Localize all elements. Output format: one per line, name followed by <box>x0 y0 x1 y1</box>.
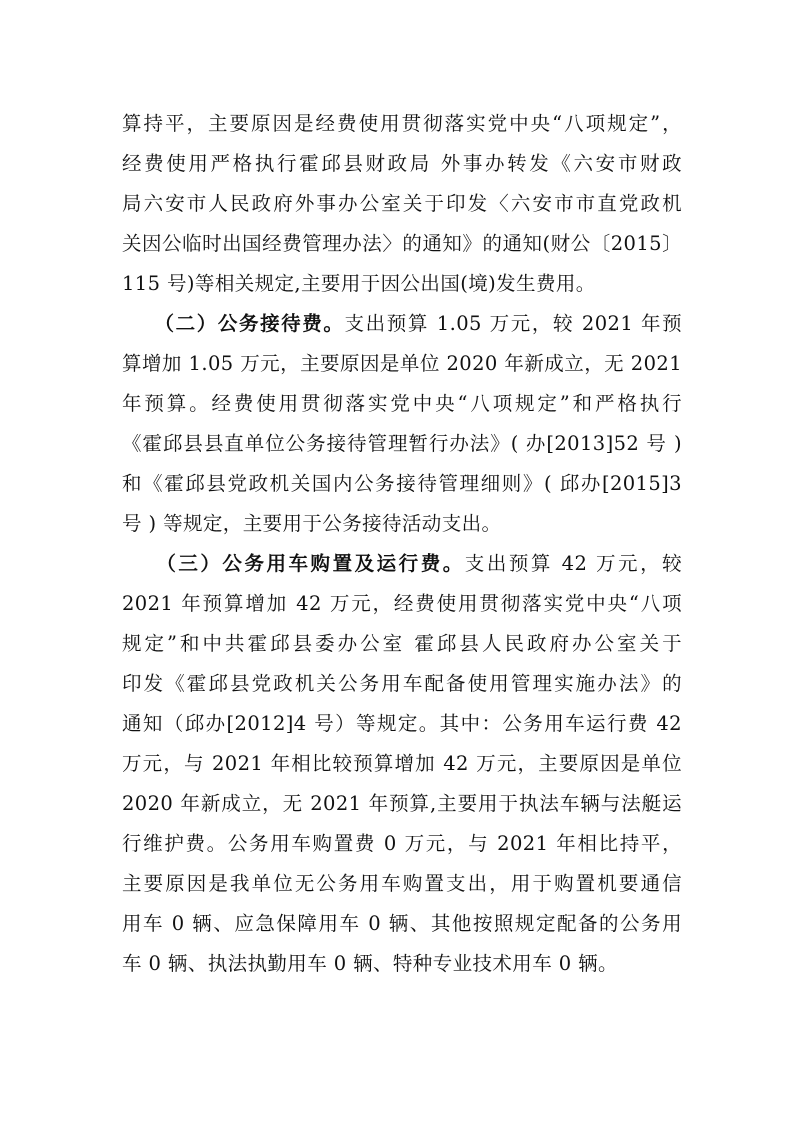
section-heading-reception: （二）公务接待费。 <box>164 312 345 335</box>
text-fragment: 支出预算 42 万元，较 <box>464 552 682 575</box>
text-fragment: 支出预算 1.05 万元，较 2021 年预 <box>344 312 682 335</box>
text-line: 主要原因是我单位无公务用车购置支出，用于购置机要通信 <box>122 872 682 895</box>
paragraph-official-vehicles <box>122 544 682 984</box>
text-line: 2021 年预算增加 42 万元，经费使用贯彻落实党中央“八项 <box>122 592 682 615</box>
text-line: 号 ) 等规定，主要用于公务接待活动支出。 <box>122 512 502 535</box>
text-line-first <box>122 544 682 584</box>
section-heading-vehicles: （三）公务用车购置及运行费。 <box>166 552 465 575</box>
text-line: 行维护费。公务用车购置费 0 万元，与 2021 年相比持平， <box>122 832 682 855</box>
text-line: 关因公临时出国经费管理办法〉的通知》的通知(财公〔2015〕 <box>122 232 682 255</box>
text-line: 车 0 辆、执法执勤用车 0 辆、特种专业技术用车 0 辆。 <box>122 952 618 975</box>
text-line: 算增加 1.05 万元，主要原因是单位 2020 年新成立，无 2021 <box>122 352 682 375</box>
text-line: 115 号)等相关规定,主要用于因公出国(境)发生费用。 <box>122 272 596 295</box>
text-line: 印发《霍邱县党政机关公务用车配备使用管理实施办法》的 <box>122 672 682 695</box>
text-line: 2020 年新成立，无 2021 年预算,主要用于执法车辆与法艇运 <box>122 792 682 815</box>
text-line: 通知（邱办[2012]4 号）等规定。其中：公务用车运行费 42 <box>122 712 682 735</box>
text-line: 《霍邱县县直单位公务接待管理暂行办法》( 办[2013]52 号 ) <box>122 432 682 455</box>
text-line: 局六安市人民政府外事办公室关于印发〈六安市市直党政机 <box>122 192 682 215</box>
text-line: 年预算。经费使用贯彻落实党中央“八项规定”和严格执行 <box>122 392 682 415</box>
text-line: 用车 0 辆、应急保障用车 0 辆、其他按照规定配备的公务用 <box>122 912 682 935</box>
text-line: 和《霍邱县党政机关国内公务接待管理细则》( 邱办[2015]3 <box>122 472 682 495</box>
document-body <box>122 104 682 984</box>
paragraph-overseas-travel <box>122 104 682 304</box>
text-line: 规定”和中共霍邱县委办公室 霍邱县人民政府办公室关于 <box>122 632 682 655</box>
text-line-first <box>122 304 682 344</box>
text-line: 经费使用严格执行霍邱县财政局 外事办转发《六安市财政 <box>122 152 682 175</box>
text-line: 算持平，主要原因是经费使用贯彻落实党中央“八项规定”， <box>122 112 682 135</box>
paragraph-official-reception <box>122 304 682 544</box>
text-line: 万元，与 2021 年相比较预算增加 42 万元，主要原因是单位 <box>122 752 682 775</box>
